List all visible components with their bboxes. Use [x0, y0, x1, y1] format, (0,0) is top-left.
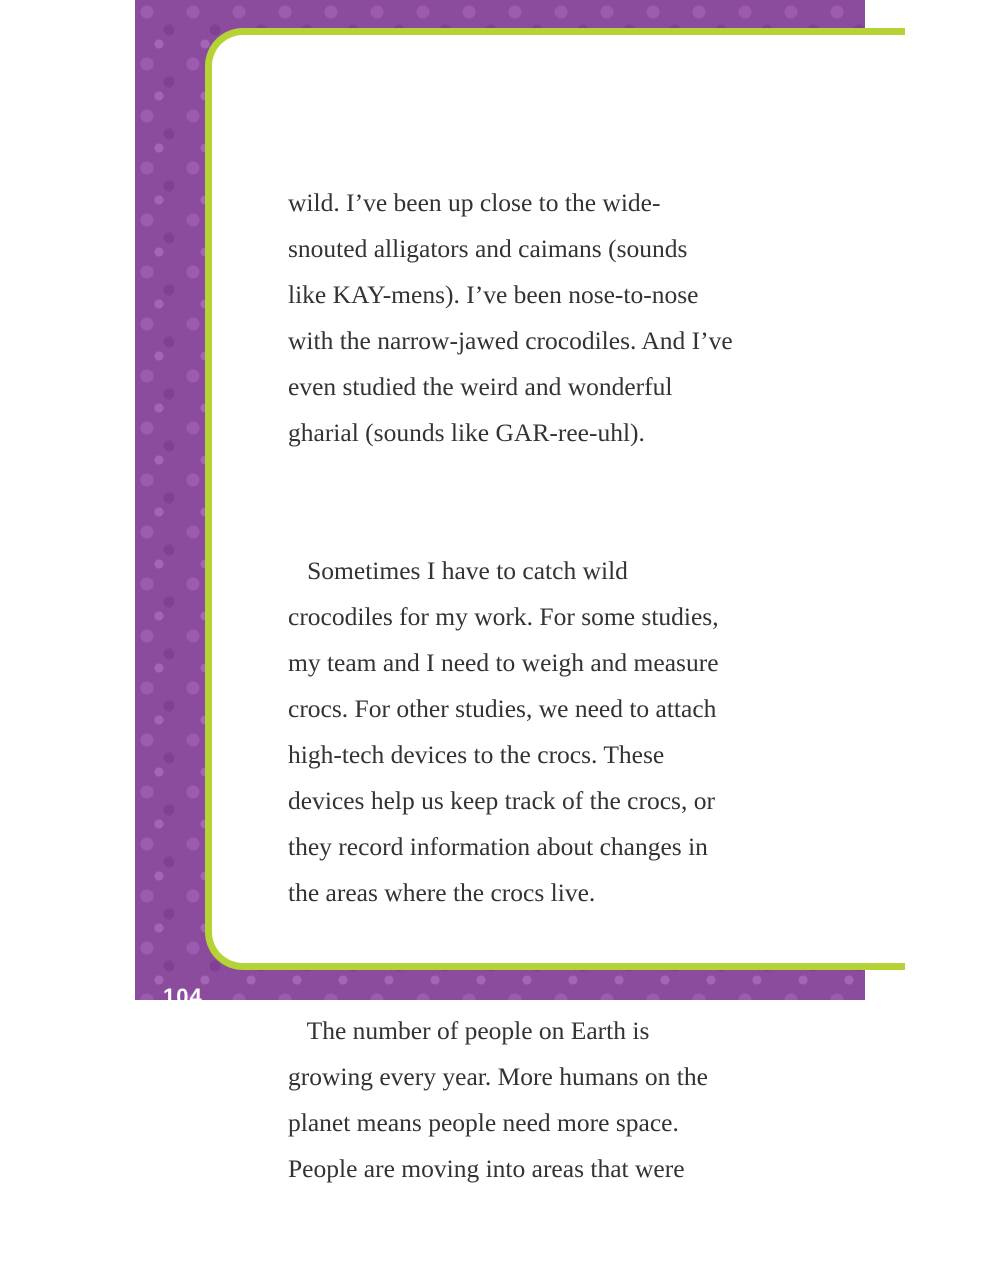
paragraph-2: Sometimes I have to catch wild crocodiles for my work. For some studies, my team and I need to weigh and measure crocs. For other studies, we need to attach high-tech devices to the crocs. These devices help us keep track of the crocs, or they record information about changes in the areas where the crocs live.: [288, 556, 719, 907]
book-page: [135, 0, 865, 1183]
page-number: 104: [163, 984, 203, 1009]
body-text: [288, 88, 788, 1284]
paragraph-3: The number of people on Earth is growing every year. More humans on the planet means people need more space. People are moving into areas that were: [288, 1016, 708, 1183]
paragraph-1: wild. I’ve been up close to the wide- snouted alligators and caimans (sounds like KAY-mens). I’ve been nose-to-nose with the narrow-jawed crocodiles. And I’ve even studied the weird and wonderful gharial (sounds like GAR-ree-uhl).: [288, 188, 733, 447]
